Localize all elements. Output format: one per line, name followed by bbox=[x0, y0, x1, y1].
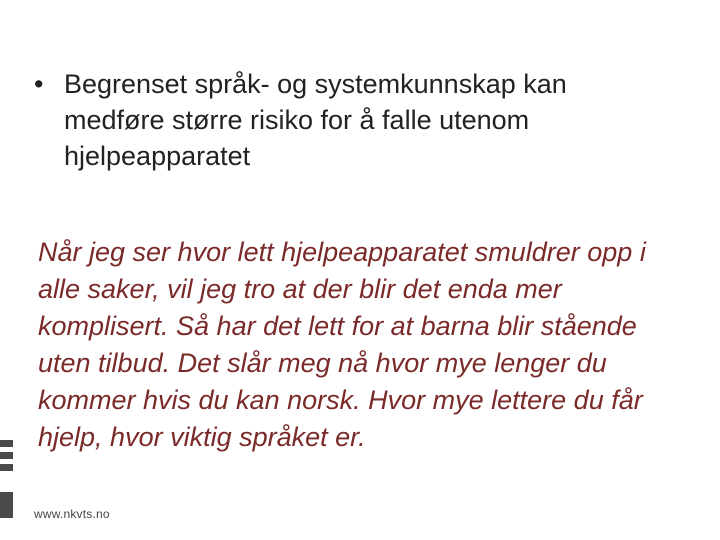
logo-bar bbox=[0, 464, 13, 471]
bullet-text: Begrenset språk- og systemkunnskap kan medføre større risiko for å falle utenom hjelpeapparatet bbox=[64, 69, 567, 171]
bullet-marker: • bbox=[34, 69, 44, 99]
bullet-point bbox=[30, 66, 670, 174]
bullet-row bbox=[30, 66, 670, 174]
logo-bar bbox=[0, 452, 13, 459]
quote-text: Når jeg ser hvor lett hjelpeapparatet smuldrer opp i alle saker, vil jeg tro at der blir det enda mer komplisert. Så har det lett for at barna blir stående uten tilbud. Det slår meg nå hvor mye lenger du kommer hvis du kan norsk. Hvor mye lettere du får hjelp, hvor viktig språket er. bbox=[38, 237, 646, 452]
logo-bar bbox=[0, 492, 13, 518]
logo-bar bbox=[0, 440, 13, 447]
footer-url[interactable]: www.nkvts.no bbox=[34, 507, 110, 521]
